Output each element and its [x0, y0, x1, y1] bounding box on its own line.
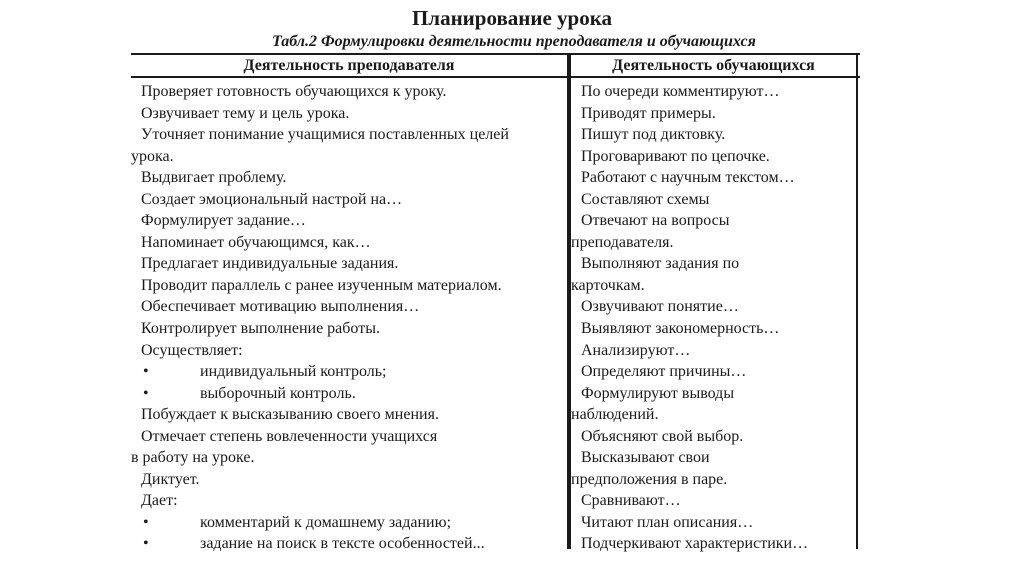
bullet-icon: •	[143, 363, 149, 381]
bullet-icon: •	[143, 535, 149, 553]
student-activity-line: Формулируют выводы	[581, 384, 735, 402]
bullet-icon: •	[143, 513, 149, 531]
teacher-activity-line: Отмечает степень вовлеченности учащихся	[141, 427, 438, 445]
teacher-activity-line: Озвучивает тему и цель урока.	[141, 104, 350, 122]
teacher-activity-line: Дает:	[141, 492, 178, 510]
teacher-activity-line: Напоминает обучающимся, как…	[141, 233, 371, 251]
student-activity-line: Читают план описания…	[581, 513, 754, 531]
student-activity-line: Выявляют закономерность…	[581, 320, 780, 338]
student-activity-list	[571, 81, 856, 555]
teacher-activity-line: Проверяет готовность обучающихся к уроку.	[141, 83, 447, 100]
student-activity-line: Объясняют свой выбор.	[581, 427, 744, 445]
student-activity-line: По очереди комментируют…	[581, 83, 780, 100]
column-header-students: Деятельность обучающихся	[612, 57, 815, 74]
teacher-activity-line	[131, 512, 567, 534]
teacher-activity-line	[131, 533, 567, 555]
student-activity-line: Высказывают свои	[581, 449, 710, 467]
teacher-activity-text: комментарий к домашнему заданию;	[200, 513, 452, 531]
table-right-border	[856, 53, 858, 549]
teacher-activity-line: Выдвигает проблему.	[141, 169, 287, 187]
teacher-activity-line: Формулирует задание…	[141, 212, 306, 230]
teacher-activity-line: Проводит параллель с ранее изученным материалом.	[141, 276, 502, 294]
teacher-activity-line: Создает эмоциональный настрой на…	[141, 190, 403, 208]
table-caption: Табл.2 Формулировки деятельности преподавателя и обучающихся	[272, 33, 756, 50]
teacher-activity-line: урока.	[131, 147, 174, 165]
student-activity-line: Подчеркивают характеристики…	[581, 535, 809, 553]
teacher-activity-line: Диктует.	[141, 470, 200, 488]
student-activity-line: Составляют схемы	[581, 190, 710, 208]
teacher-activity-text: индивидуальный контроль;	[200, 363, 387, 381]
student-activity-line: Выполняют задания по	[581, 255, 740, 273]
teacher-activity-list	[131, 81, 567, 555]
teacher-activity-line: Предлагает индивидуальные задания.	[141, 255, 399, 273]
teacher-activity-line: в работу на уроке.	[131, 449, 255, 467]
student-activity-line: Озвучивают понятие…	[581, 298, 739, 316]
teacher-activity-text: выборочный контроль.	[200, 384, 356, 402]
table-top-rule	[131, 53, 860, 55]
column-header-teacher: Деятельность преподавателя	[243, 57, 455, 74]
teacher-activity-line: Контролирует выполнение работы.	[141, 320, 380, 338]
student-activity-line: наблюдений.	[571, 406, 659, 424]
student-activity-line: Проговаривают по цепочке.	[581, 147, 770, 165]
student-activity-line: Пишут под диктовку.	[581, 126, 726, 144]
student-activity-line: преподавателя.	[571, 233, 674, 251]
page-title: Планирование урока	[411, 6, 613, 30]
teacher-activity-line: Обеспечивает мотивацию выполнения…	[141, 298, 420, 316]
teacher-activity-line	[131, 383, 567, 405]
student-activity-line: Приводят примеры.	[581, 104, 716, 122]
student-activity-line: Определяют причины…	[581, 363, 747, 381]
bullet-icon: •	[143, 384, 149, 402]
student-activity-line: Сравнивают…	[581, 492, 681, 510]
student-activity-line: Анализируют…	[581, 341, 691, 359]
student-activity-line: Работают с научным текстом…	[581, 169, 795, 187]
student-activity-line: Отвечают на вопросы	[581, 212, 730, 230]
teacher-activity-line: Осуществляет:	[141, 341, 243, 359]
teacher-activity-line	[131, 361, 567, 383]
teacher-activity-line: Уточняет понимание учащимися поставленных целей	[141, 126, 509, 144]
student-activity-line: карточкам.	[571, 276, 645, 294]
teacher-activity-text: задание на поиск в тексте особенностей...	[200, 535, 485, 553]
teacher-activity-line: Побуждает к высказыванию своего мнения.	[141, 406, 439, 424]
header-bottom-rule	[131, 76, 860, 78]
student-activity-line: предположения в паре.	[571, 470, 728, 488]
